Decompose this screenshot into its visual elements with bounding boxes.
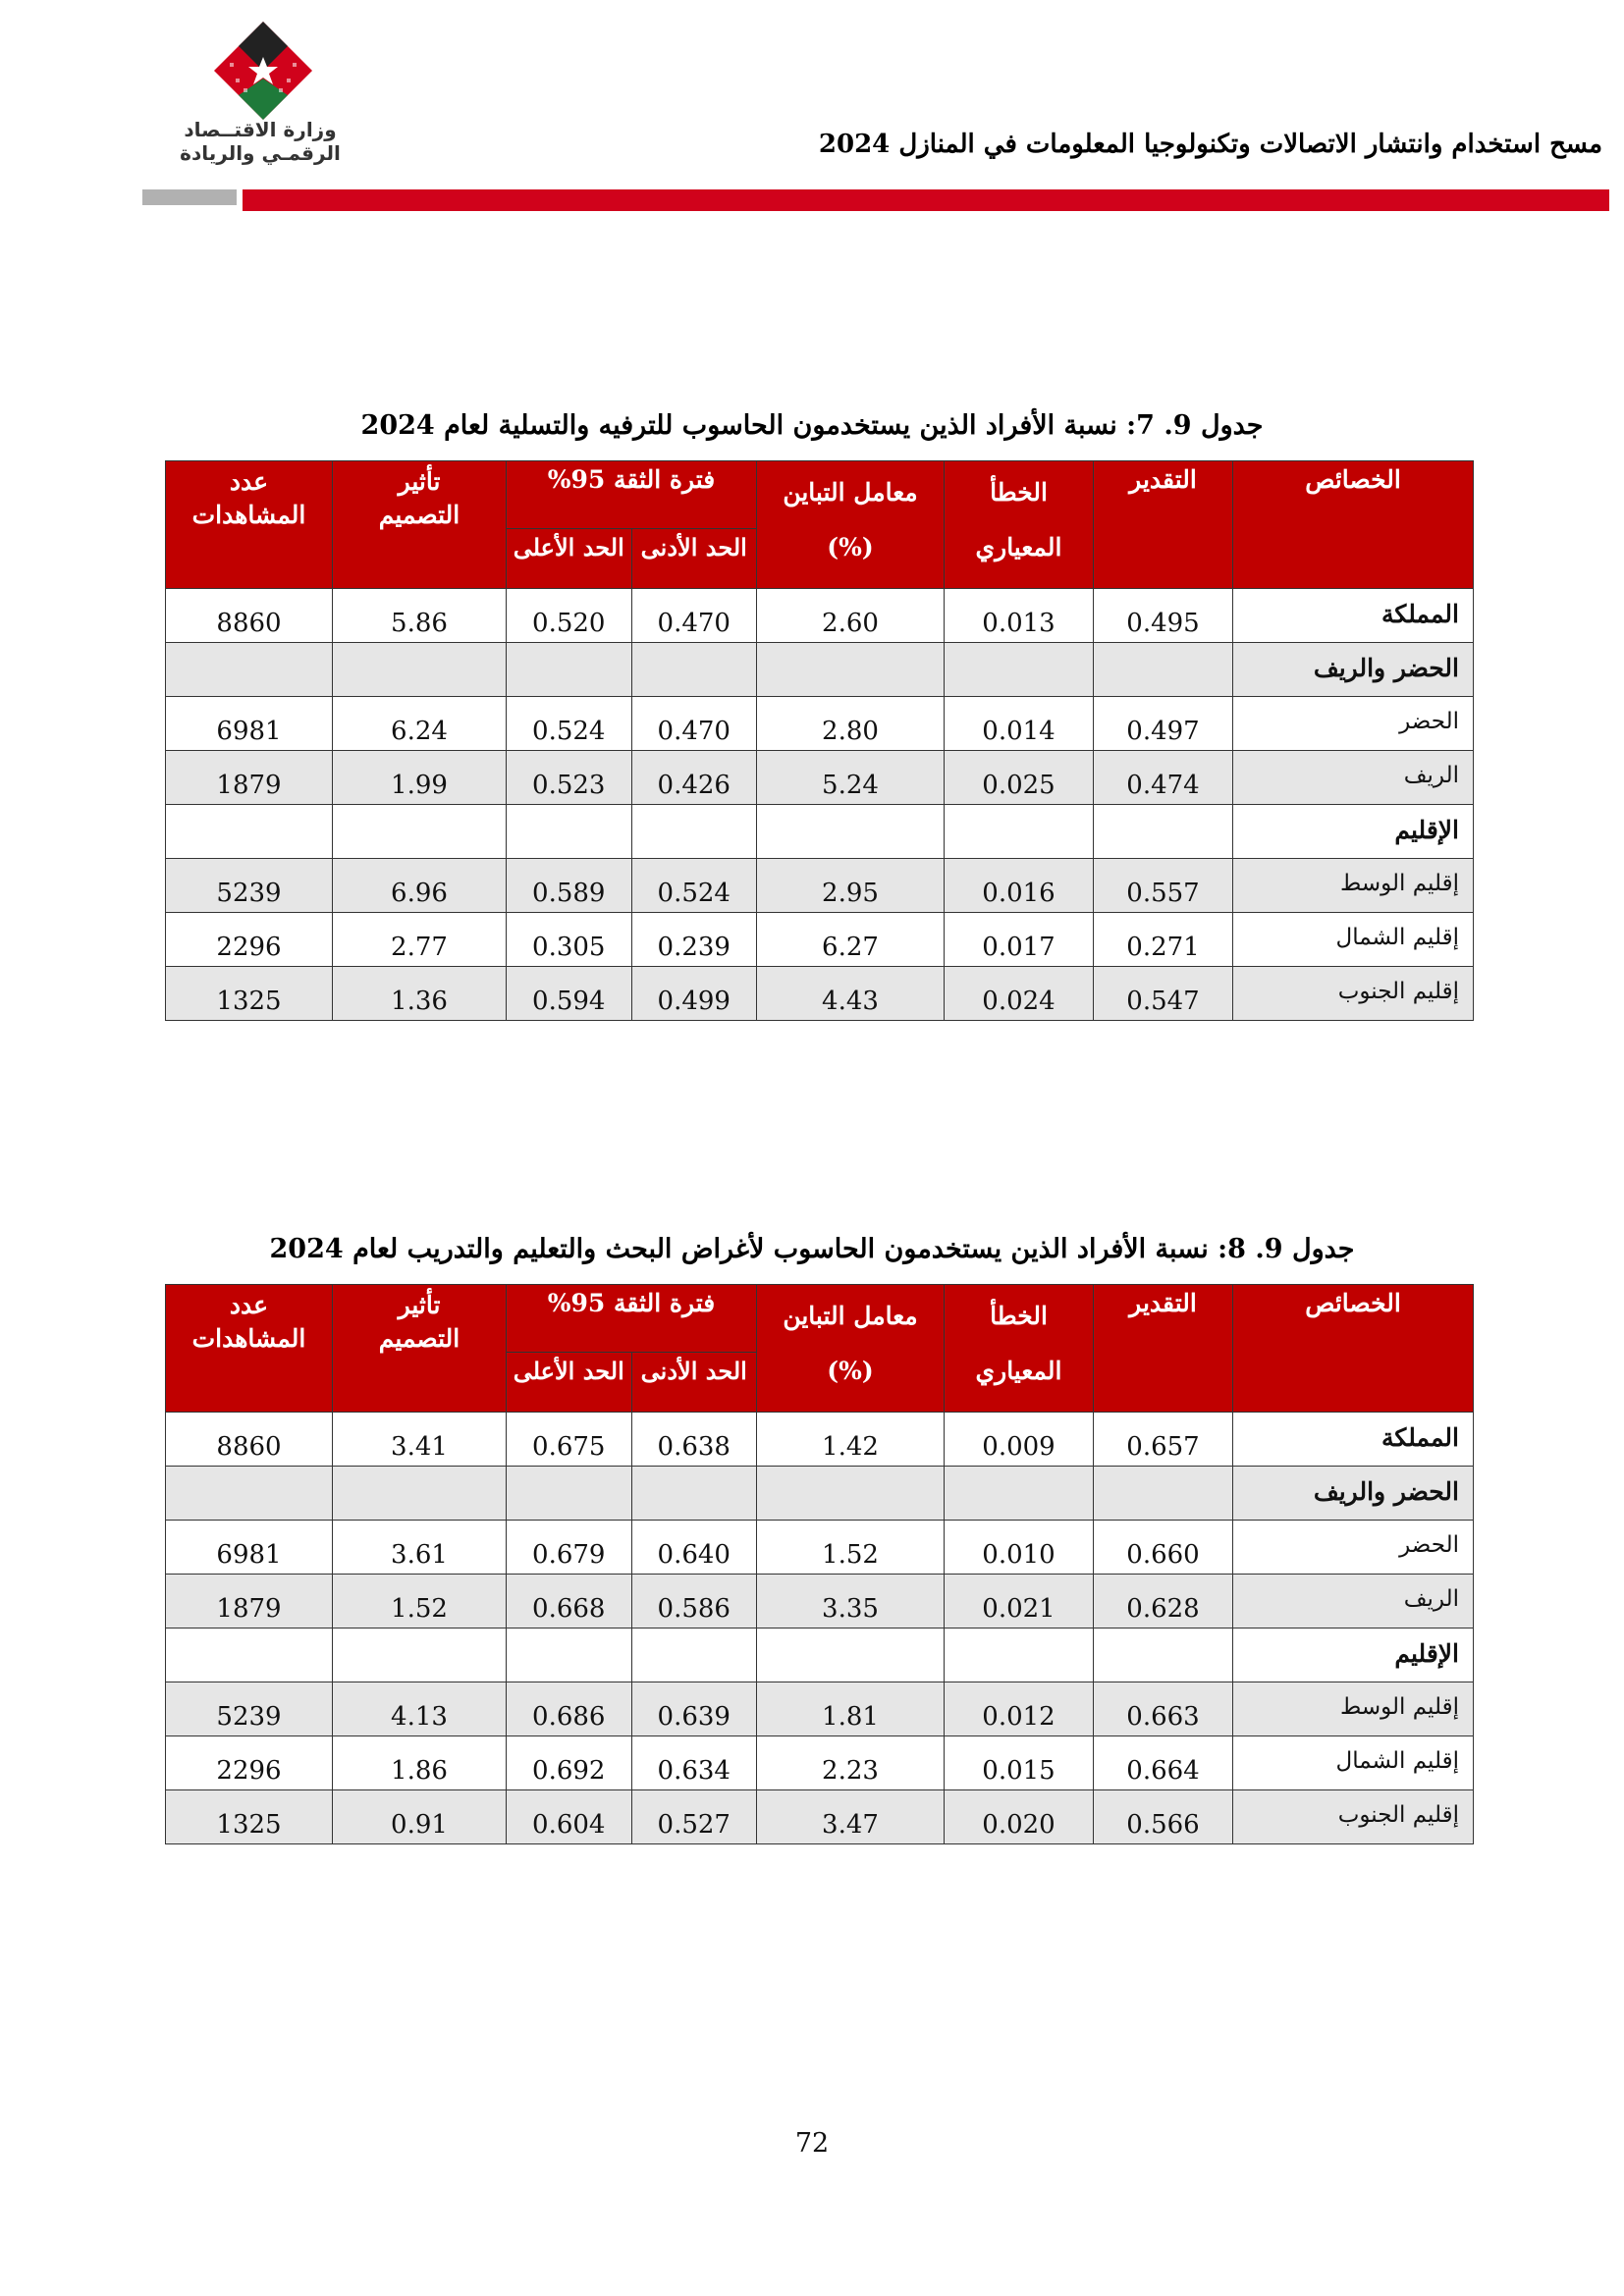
table-cell: 5239: [166, 1682, 333, 1736]
table-cell: 5239: [166, 859, 333, 913]
table-cell: 4.13: [333, 1682, 507, 1736]
table-cell: 0.638: [631, 1413, 757, 1467]
table-row: [166, 643, 1474, 697]
table-cell: 1.36: [333, 967, 507, 1021]
table-cell: 0.586: [631, 1575, 757, 1629]
col-ci-upper: الحد الأعلى: [507, 529, 632, 589]
table-2-caption: جدول 9. 8: نسبة الأفراد الذين يستخدمون الحاسوب لأغراض البحث والتعليم والتدريب لعام 2024: [269, 1234, 1355, 1264]
col-ci-lower: الحد الأدنى: [631, 1353, 757, 1413]
table-cell: 1.52: [757, 1521, 945, 1575]
table-row: [166, 1575, 1474, 1629]
col-confidence-interval: فترة الثقة 95%: [507, 461, 757, 529]
table-cell: 1325: [166, 967, 333, 1021]
table-cell: 1.99: [333, 751, 507, 805]
table-cell: 0.239: [631, 913, 757, 967]
table-cell: 8860: [166, 589, 333, 643]
table-cell: 3.47: [757, 1790, 945, 1844]
table-cell: 3.35: [757, 1575, 945, 1629]
table-cell: 0.628: [1094, 1575, 1233, 1629]
col-ci-upper: الحد الأعلى: [507, 1353, 632, 1413]
table-row: [166, 1790, 1474, 1844]
table-cell: [1094, 805, 1233, 859]
table-cell: 0.520: [507, 589, 632, 643]
table-cell: 2296: [166, 1736, 333, 1790]
col-characteristics: الخصائص: [1233, 461, 1474, 589]
row-label: المملكة: [1233, 589, 1474, 643]
table-cell: 0.557: [1094, 859, 1233, 913]
table-cell: [166, 1629, 333, 1682]
table-cell: 1325: [166, 1790, 333, 1844]
table-cell: [166, 805, 333, 859]
document-title: مسح استخدام وانتشار الاتصالات وتكنولوجيا المعلومات في المنازل 2024: [818, 130, 1602, 159]
table-cell: 8860: [166, 1413, 333, 1467]
table-cell: 0.524: [631, 859, 757, 913]
col-design-effect: تأثير التصميم: [333, 461, 507, 589]
table-cell: [1094, 643, 1233, 697]
col-confidence-interval: فترة الثقة 95%: [507, 1285, 757, 1353]
table-cell: [333, 643, 507, 697]
table-cell: 0.91: [333, 1790, 507, 1844]
table-cell: 0.589: [507, 859, 632, 913]
table-cell: 0.024: [945, 967, 1094, 1021]
row-label: الحضر: [1233, 697, 1474, 751]
table-cell: 1879: [166, 1575, 333, 1629]
page-header: [0, 0, 1624, 236]
table-cell: [507, 805, 632, 859]
table-cell: 2.60: [757, 589, 945, 643]
table-cell: 0.021: [945, 1575, 1094, 1629]
row-label: المملكة: [1233, 1413, 1474, 1467]
table-cell: 6.27: [757, 913, 945, 967]
table-cell: 0.017: [945, 913, 1094, 967]
table-cell: 0.663: [1094, 1682, 1233, 1736]
header-red-rule: [243, 189, 1609, 211]
table-cell: 0.566: [1094, 1790, 1233, 1844]
table-cell: 0.634: [631, 1736, 757, 1790]
table-cell: [757, 805, 945, 859]
table-row: [166, 1467, 1474, 1521]
table-cell: 1.81: [757, 1682, 945, 1736]
col-std-error: الخطأ المعياري: [945, 461, 1094, 589]
row-label: الريف: [1233, 751, 1474, 805]
table-cell: 2.77: [333, 913, 507, 967]
table-1: [165, 460, 1474, 1021]
table-cell: 0.523: [507, 751, 632, 805]
table-cell: 3.41: [333, 1413, 507, 1467]
table-cell: [631, 643, 757, 697]
table-cell: 0.015: [945, 1736, 1094, 1790]
table-cell: 0.499: [631, 967, 757, 1021]
table-cell: 0.686: [507, 1682, 632, 1736]
table-cell: 0.426: [631, 751, 757, 805]
row-label: الريف: [1233, 1575, 1474, 1629]
row-label: إقليم الشمال: [1233, 913, 1474, 967]
table-cell: [1094, 1467, 1233, 1521]
table-cell: 5.24: [757, 751, 945, 805]
table-cell: [945, 643, 1094, 697]
table-cell: 1.42: [757, 1413, 945, 1467]
table-cell: 2.23: [757, 1736, 945, 1790]
table-cell: 1879: [166, 751, 333, 805]
table-cell: 2.95: [757, 859, 945, 913]
table-cell: 5.86: [333, 589, 507, 643]
col-cv: معامل التباين (%): [757, 1285, 945, 1413]
table-cell: 0.657: [1094, 1413, 1233, 1467]
table-cell: 0.495: [1094, 589, 1233, 643]
table-cell: 0.020: [945, 1790, 1094, 1844]
col-characteristics: الخصائص: [1233, 1285, 1474, 1413]
row-label: إقليم الوسط: [1233, 1682, 1474, 1736]
row-label: الإقليم: [1233, 1629, 1474, 1682]
table-row: [166, 859, 1474, 913]
table-cell: 1.52: [333, 1575, 507, 1629]
row-label: الحضر والريف: [1233, 1467, 1474, 1521]
col-std-error: الخطأ المعياري: [945, 1285, 1094, 1413]
table-cell: [333, 805, 507, 859]
col-observations: عدد المشاهدات: [166, 1285, 333, 1413]
table-cell: 0.594: [507, 967, 632, 1021]
table-cell: 0.679: [507, 1521, 632, 1575]
table-cell: 0.016: [945, 859, 1094, 913]
table-cell: [631, 1629, 757, 1682]
table-cell: 0.010: [945, 1521, 1094, 1575]
table-cell: 0.470: [631, 697, 757, 751]
table-cell: 1.86: [333, 1736, 507, 1790]
row-label: الحضر: [1233, 1521, 1474, 1575]
table-cell: 2296: [166, 913, 333, 967]
table-cell: 3.61: [333, 1521, 507, 1575]
table-cell: 6.24: [333, 697, 507, 751]
table-cell: 0.664: [1094, 1736, 1233, 1790]
col-estimate: التقدير: [1094, 1285, 1233, 1413]
table-cell: 0.474: [1094, 751, 1233, 805]
table-cell: [166, 1467, 333, 1521]
row-label: الإقليم: [1233, 805, 1474, 859]
table-cell: 0.660: [1094, 1521, 1233, 1575]
table-row: [166, 967, 1474, 1021]
table-cell: 0.524: [507, 697, 632, 751]
col-estimate: التقدير: [1094, 461, 1233, 589]
table-cell: 6.96: [333, 859, 507, 913]
table-cell: 0.668: [507, 1575, 632, 1629]
table-row: [166, 805, 1474, 859]
page-number: 72: [794, 2128, 830, 2159]
table-cell: [945, 1467, 1094, 1521]
table-cell: 0.305: [507, 913, 632, 967]
table-cell: [507, 1629, 632, 1682]
table-row: [166, 697, 1474, 751]
table-cell: [507, 643, 632, 697]
table-row: [166, 751, 1474, 805]
table-cell: [757, 1629, 945, 1682]
row-label: إقليم الشمال: [1233, 1736, 1474, 1790]
table-cell: [507, 1467, 632, 1521]
col-cv: معامل التباين (%): [757, 461, 945, 589]
table-cell: 6981: [166, 1521, 333, 1575]
table-cell: 0.013: [945, 589, 1094, 643]
table-cell: 4.43: [757, 967, 945, 1021]
table-cell: [631, 1467, 757, 1521]
table-cell: [945, 805, 1094, 859]
table-cell: [945, 1629, 1094, 1682]
table-1-caption: جدول 9. 7: نسبة الأفراد الذين يستخدمون الحاسوب للترفيه والتسلية لعام 2024: [360, 410, 1264, 441]
table-row: [166, 913, 1474, 967]
table-cell: [166, 643, 333, 697]
table-row: [166, 1413, 1474, 1467]
table-row: [166, 1521, 1474, 1575]
table-cell: 0.547: [1094, 967, 1233, 1021]
table-row: [166, 1629, 1474, 1682]
table-cell: [1094, 1629, 1233, 1682]
col-ci-lower: الحد الأدنى: [631, 529, 757, 589]
table-row: [166, 589, 1474, 643]
table-cell: 0.012: [945, 1682, 1094, 1736]
logo-wordmark: وزارة الاقتــصاد الرقمـي والريادة: [180, 118, 341, 165]
table-row: [166, 1682, 1474, 1736]
table-cell: 0.675: [507, 1413, 632, 1467]
table-cell: [757, 1467, 945, 1521]
header-gray-rule: [142, 189, 237, 205]
table-cell: 0.025: [945, 751, 1094, 805]
table-cell: 2.80: [757, 697, 945, 751]
table-cell: 0.009: [945, 1413, 1094, 1467]
table-cell: [757, 643, 945, 697]
table-cell: 0.497: [1094, 697, 1233, 751]
table-cell: [333, 1467, 507, 1521]
table-cell: 0.640: [631, 1521, 757, 1575]
table-2: [165, 1284, 1474, 1844]
table-cell: [631, 805, 757, 859]
table-cell: 0.271: [1094, 913, 1233, 967]
table-row: [166, 1736, 1474, 1790]
table-cell: 0.604: [507, 1790, 632, 1844]
table-cell: 0.639: [631, 1682, 757, 1736]
row-label: الحضر والريف: [1233, 643, 1474, 697]
row-label: إقليم الجنوب: [1233, 1790, 1474, 1844]
table-cell: 0.470: [631, 589, 757, 643]
table-cell: 6981: [166, 697, 333, 751]
table-cell: [333, 1629, 507, 1682]
table-cell: 0.527: [631, 1790, 757, 1844]
row-label: إقليم الجنوب: [1233, 967, 1474, 1021]
col-design-effect: تأثير التصميم: [333, 1285, 507, 1413]
table-cell: 0.692: [507, 1736, 632, 1790]
col-observations: عدد المشاهدات: [166, 461, 333, 589]
table-cell: 0.014: [945, 697, 1094, 751]
row-label: إقليم الوسط: [1233, 859, 1474, 913]
